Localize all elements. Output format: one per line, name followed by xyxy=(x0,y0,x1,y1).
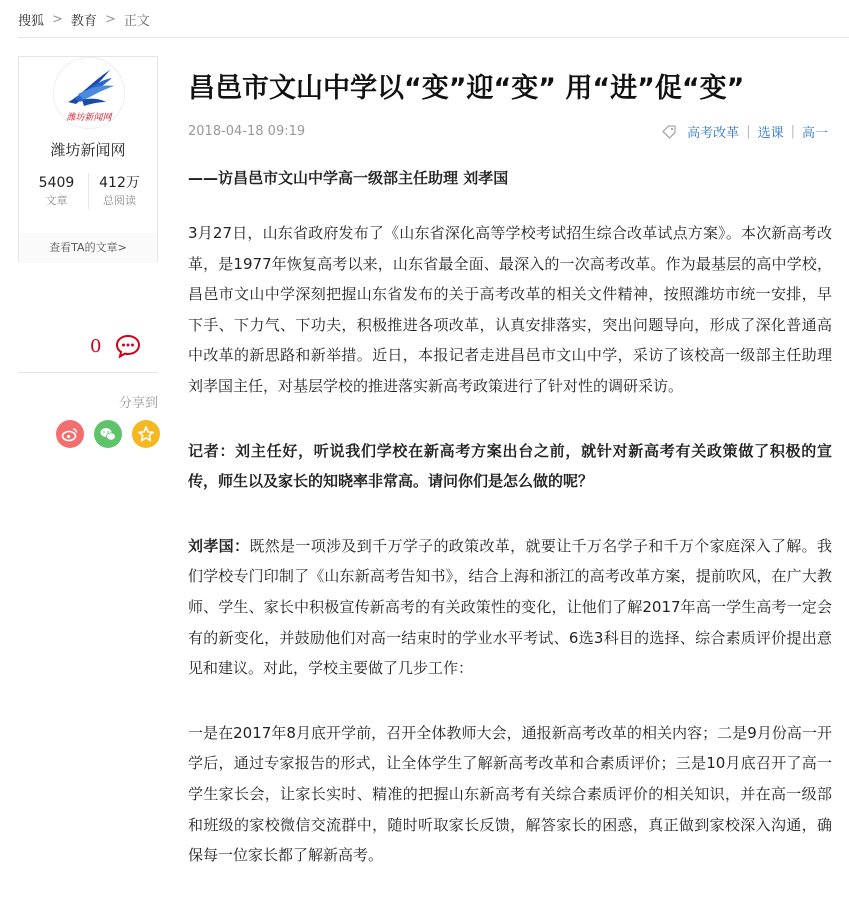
comment-row xyxy=(90,333,141,359)
favorite-star-icon xyxy=(136,424,156,444)
stat-value: 5409 xyxy=(38,175,75,191)
tag-course-selection[interactable]: 选课 xyxy=(757,126,784,141)
article-paragraph: 3月27日，山东省政府发布了《山东省深化高等学校考试招生综合改革试点方案》。本次新高考改革，是1977年恢复高考以来，山东省最全面、最深入的一次高考改革。作为最基层的高中学校，昌邑市文山中学深刻把握山东省发布的关于高考改革的相关文件精神，按照潍坊市统一安排，早下手、下力气、下功夫，积极推进各项改革，认真安排落实，突出问题导向，形成了深化普通高中改革的新思路和新举措。近日，本报记者走进昌邑市文山中学，采访了该校高一级部主任助理刘孝国主任，对基层学校的推进落实新高考政策进行了针对性的调研采访。 xyxy=(188,224,832,395)
author-card xyxy=(18,56,158,262)
interview-question: 记者：刘主任好，听说我们学校在新高考方案出台之前，就针对新高考有关政策做了积极的宣传，师生以及家长的知晓率非常高。请问你们是怎么做的呢？ xyxy=(188,441,832,491)
tag-icon xyxy=(661,124,677,140)
article-subtitle: ——访昌邑市文山中学高一级部主任助理 刘孝国 xyxy=(188,169,509,187)
view-author-articles-link[interactable]: 查看TA的文章> xyxy=(19,233,157,263)
comment-bubble-icon[interactable] xyxy=(115,333,141,359)
share-weibo-button[interactable] xyxy=(56,420,84,448)
avatar[interactable] xyxy=(53,57,125,129)
breadcrumb-education[interactable]: 教育 xyxy=(70,14,97,29)
article-paragraph: 一是在2017年8月底开学前，召开全体教师大会，通报新高考改革的相关内容；二是9月份高一开学后，通过专家报告的形式，让全体学生了解新高考改革和合素质评价；三是10月底召开了高一学生家长会，让家长实时、精准的把握山东新高考有关综合素质评价的相关知识，并在高一级部和班级的家校微信交流群中，随时听取家长反馈，解答家长的困惑，真正做到家校深入沟通，确保每一位家长都了解新高考。 xyxy=(188,723,832,865)
breadcrumb-separator: > xyxy=(104,12,116,27)
share-wechat-button[interactable] xyxy=(94,420,122,448)
breadcrumb-separator: > xyxy=(52,12,63,27)
article-body xyxy=(188,164,832,871)
answer-text: 既然是一项涉及到千万学子的政策改革，就要让千万名学子和千万个家庭深入了解。我们学校专门印制了《山东新高考告知书》，结合上海和浙江的高考改革方案，提前吹风，在广大教师、学生、家长中积极宣传新高考的有关政策性的变化，让他们了解2017年高一学生高考一定会有的新变化，并鼓励他们对高一结束时的学业水平考试、6选3科目的选择、综合素质评价提出意见和建议。对此，学校主要做了几步工作： xyxy=(188,536,832,678)
interview-answer xyxy=(188,531,832,684)
stat-label: 总阅读 xyxy=(103,194,136,207)
wechat-icon xyxy=(98,424,118,444)
stat-total-reads xyxy=(88,173,151,209)
stat-value: 412万 xyxy=(99,175,140,191)
article-tags xyxy=(661,122,828,141)
author-stats xyxy=(19,173,157,209)
weifang-news-logo-icon xyxy=(54,58,124,128)
share-icons xyxy=(56,420,160,448)
share-label: 分享到 xyxy=(118,396,158,411)
header-divider xyxy=(18,37,849,38)
tag-gaokao-reform[interactable]: 高考改革 xyxy=(687,126,740,141)
logo-lettering: 潍坊新闻网 xyxy=(66,113,112,123)
answer-speaker: 刘孝国： xyxy=(188,536,250,555)
stat-label: 文章 xyxy=(45,194,68,207)
breadcrumb xyxy=(18,10,150,29)
stat-articles xyxy=(26,173,88,209)
publish-time: 2018-04-18 09:19 xyxy=(188,124,306,139)
tag-separator: | xyxy=(790,124,795,139)
weibo-icon xyxy=(60,424,80,444)
sidebar-divider xyxy=(18,372,158,373)
breadcrumb-sohu[interactable]: 搜狐 xyxy=(18,14,45,29)
breadcrumb-current: 正文 xyxy=(123,14,150,29)
author-name[interactable]: 潍坊新闻网 xyxy=(50,141,126,159)
article-title: 昌邑市文山中学以“变”迎“变” 用“进”促“变” xyxy=(188,73,745,104)
comment-count[interactable]: 0 xyxy=(90,335,102,357)
tag-separator: | xyxy=(746,124,751,139)
share-favorite-button[interactable] xyxy=(132,420,160,448)
tag-grade-one[interactable]: 高一 xyxy=(801,126,828,141)
